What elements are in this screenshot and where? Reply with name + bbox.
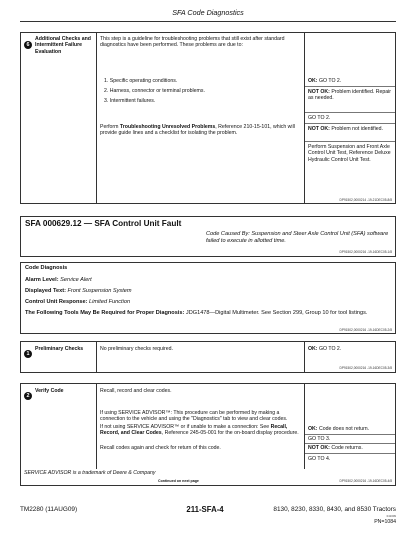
step-number-badge: 1 (24, 345, 32, 363)
page-header-title: SFA Code Diagnostics (172, 8, 244, 17)
header-rule (20, 21, 396, 22)
footer-manual-id: TM2280 (11AUG09) (20, 506, 78, 513)
trademark-note: SERVICE ADVISOR is a trademark of Deere & Company (24, 470, 156, 476)
verify-step-line: If using SERVICE ADVISOR™: This procedure can be performed by making a connection to the vehicle and using the "Diagnostics" tab to view and clear codes. (100, 410, 288, 423)
additional-checks-label: Additional Checks and Intermittent Failure Evaluation (35, 36, 91, 55)
reference-code: DP91502,0000214 -19-21DEC05-8/8 (339, 198, 392, 202)
displayed-text: Displayed Text: Front Suspension System (25, 288, 132, 294)
not-ok-result: NOT OK: Code returns. (308, 445, 363, 451)
reference-code: DP91502,0000216 -19-16DEC05-3/8 (339, 366, 392, 370)
ok-result: OK: GO TO 2. (308, 78, 342, 84)
column-divider (304, 32, 305, 204)
verify-step-line: Recall, record and clear codes. (100, 388, 172, 394)
step-number-badge: 6 (24, 36, 32, 54)
footer-page-number: 211-SFA-4 (186, 505, 224, 514)
verify-step-line: Recall codes again and check for return of this code. (100, 445, 221, 451)
footer-date-code: 041609 (386, 514, 396, 518)
control-unit-response: Control Unit Response: Limited Function (25, 299, 131, 305)
continued-note: Continued on next page (158, 479, 199, 483)
code-diagnosis-heading: Code Diagnosis (25, 265, 68, 271)
verify-step-line: If not using SERVICE ADVISOR™ or if unable to make a connection: See Recall, Record, and Clear Codes, Reference 245-05-001 for the on-board display procedure. (100, 424, 299, 437)
reference-code: DP91502,0000216 -19-16DEC05-1/8 (339, 250, 392, 254)
test-reference: Perform Suspension and Front Axle Control Unit Test, Reference Deluxe Hydraulic Control Unit Test. (308, 144, 391, 163)
preliminary-checks-label: Preliminary Checks (35, 346, 84, 352)
ok-result: OK: GO TO 2. (308, 346, 342, 352)
not-ok-result: NOT OK: Problem not identified. (308, 126, 383, 132)
additional-checks-intro: This step is a guideline for troubleshooting problems that still exist after standard diagnostics have been performed. These problems are due to: (100, 36, 285, 49)
list-item: 1. Specific operating conditions. (104, 78, 178, 84)
code-diagnosis-box (20, 262, 396, 334)
step-number-badge: 2 (24, 387, 32, 405)
reference-code: DP91502,0000216 -19-16DEC05-2/8 (339, 328, 392, 332)
footer-tractor-models: 8130, 8230, 8330, 8430, and 8530 Tractors (273, 506, 396, 513)
ok-result: GO TO 2. (308, 115, 331, 121)
goto-result: GO TO 3. (308, 436, 331, 442)
column-divider (96, 32, 97, 204)
list-item: 2. Harness, connector or terminal problems. (104, 88, 205, 94)
required-tools: The Following Tools May Be Required for Proper Diagnosis: JDG1478—Digital Multimeter. See Section 299, Group 10 for tool listings. (25, 310, 368, 316)
preliminary-checks-text: No preliminary checks required. (100, 346, 173, 352)
verify-code-label: Verify Code (35, 388, 64, 394)
fault-title: SFA 000629.12 — SFA Control Unit Fault (25, 219, 182, 228)
list-item: 3. Intermittent failures. (104, 98, 156, 104)
reference-code: DP91502,0000216 -19-16DEC05-4/8 (339, 479, 392, 483)
alarm-level: Alarm Level: Service Alert (25, 277, 92, 283)
ok-result: OK: Code does not return. (308, 426, 370, 432)
goto-result: GO TO 4. (308, 456, 331, 462)
not-ok-result: NOT OK: Problem identified. Repair as needed. (308, 89, 392, 102)
perform-instruction: Perform Troubleshooting Unresolved Problems, Reference 210-15-101, which will provide guide lines and a checklist for isolating the problem. (100, 124, 295, 137)
fault-cause: Code Caused By: Suspension and Steer Axle Control Unit (SFA) software failed to execute in allotted time. (206, 231, 389, 244)
footer-pn: PN=1084 (374, 519, 396, 525)
